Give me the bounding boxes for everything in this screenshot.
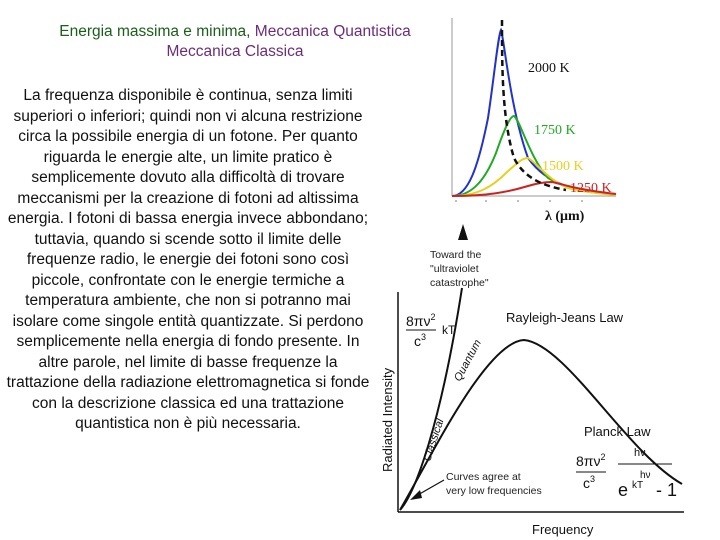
planck-hv-exponent: hν	[640, 470, 651, 481]
title-part-2: Meccanica Quantistica	[254, 23, 411, 40]
curve-2000k	[452, 30, 616, 196]
title-part-1: Energia massima e minima,	[59, 23, 255, 40]
curves-agree-label-2: very low frequencies	[446, 485, 542, 497]
classical-curve-label: Classical	[421, 417, 447, 463]
planck-minus-one: - 1	[656, 480, 678, 500]
slide-title	[20, 22, 450, 62]
planck-fraction-denominator: $c^3$	[583, 474, 596, 491]
planck-hv-numerator: hν	[634, 447, 646, 459]
frequency-axis-label: Frequency	[532, 522, 594, 537]
planck-kt: kT	[632, 480, 644, 491]
planck-law-label: Planck Law	[584, 424, 651, 439]
title-line-2: Meccanica Classica	[166, 43, 304, 60]
rj-kt: kT	[442, 323, 456, 337]
label-2000k: 2000 K	[528, 61, 570, 76]
rj-fraction-denominator: $c^3$	[414, 332, 427, 349]
quantum-curve-label: Quantum	[452, 337, 484, 384]
upward-arrowhead	[458, 224, 468, 240]
label-1500k: 1500 K	[542, 159, 584, 174]
blackbody-spectrum-figure	[448, 8, 720, 228]
rayleigh-jeans-planck-figure	[376, 222, 720, 540]
label-1250k: 1250 K	[570, 181, 612, 196]
planck-fraction-numerator: $8\pi\nu^2$	[576, 452, 606, 469]
toward-label-2: "ultraviolet	[430, 263, 479, 275]
toward-label-1: Toward the	[430, 249, 482, 261]
curves-agree-label-1: Curves agree at	[446, 471, 521, 483]
body-paragraph: La frequenza disponibile è continua, senza limiti superiori o inferiori; quindi non vi alcuna restrizione circa la possibile energia di un fotone. Per quanto riguarda le energie alte, un limite pratico è semplicemente dovuto alla difficoltà di trovare meccanismi per la creazione di fotoni ad altissima energia. I fotoni di bassa energia invece abbondano; tuttavia, quando si scende sotto il limite delle frequenze radio, le energie dei fotoni sono così piccole, confrontate con le energie termiche a temperatura ambiente, che non si potranno mai isolare come singole entità quantizzate. Si perdono semplicemente nella energia di fondo presente. In altre parole, nel limite di basse frequenze la trattazione della radiazione elettromagnetica si fonde con la descrizione classica ed una trattazione quantistica non è più necessaria.	[6, 87, 370, 432]
wavelength-axis-label: λ (μm)	[545, 209, 585, 224]
radiated-intensity-axis-label: Radiated Intensity	[380, 367, 395, 472]
planck-e: e	[618, 480, 629, 500]
toward-label-3: catastrophe"	[430, 277, 489, 289]
rayleigh-jeans-law-label: Rayleigh-Jeans Law	[506, 310, 624, 325]
rj-fraction-numerator: $8\pi\nu^2$	[406, 312, 436, 329]
label-1750k: 1750 K	[534, 123, 576, 138]
